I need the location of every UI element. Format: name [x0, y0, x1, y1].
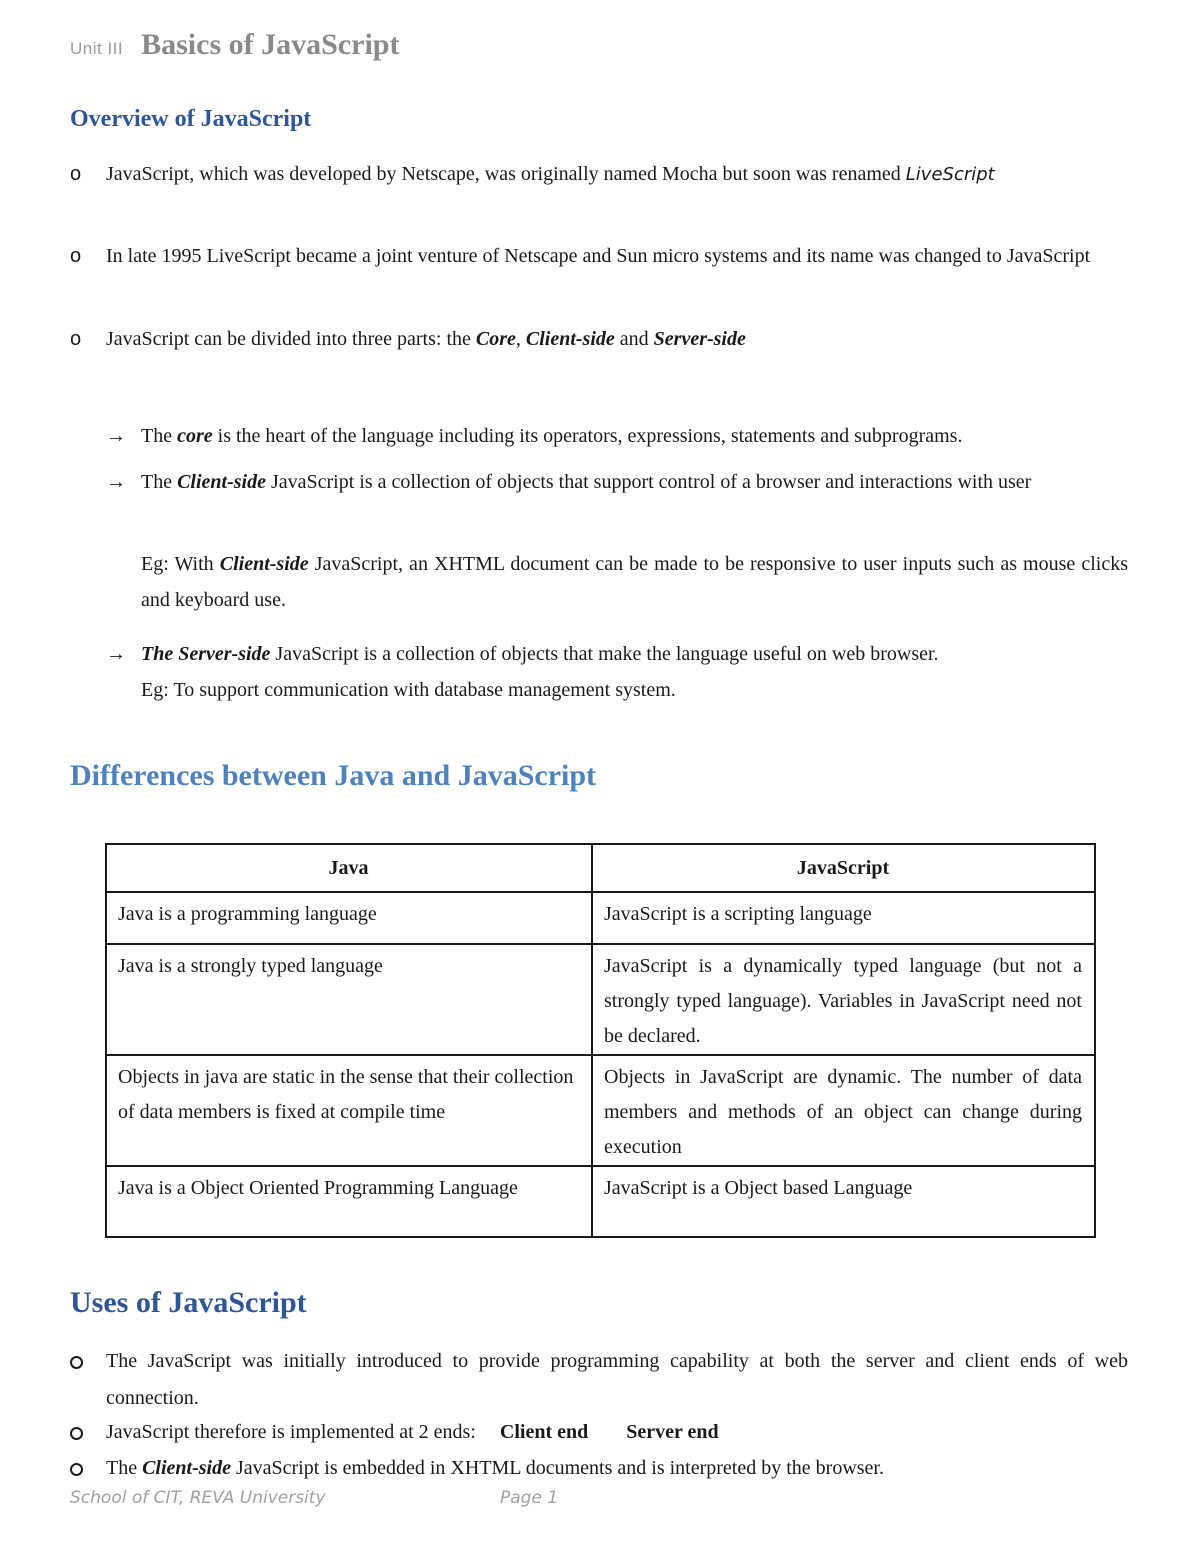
bullet-text: In late 1995 LiveScript became a joint venture of Netscape and Sun micro systems and its name was changed to JavaScript — [106, 245, 1091, 267]
arrow-icon: → — [106, 643, 126, 665]
uses-bullet-2 — [70, 1414, 1128, 1451]
column-header-java: Java — [106, 844, 592, 892]
arrow-item-server-side — [106, 636, 1128, 708]
overview-bullet-2 — [70, 238, 1128, 275]
uses-bullet-3 — [70, 1450, 1128, 1487]
bullet-marker: o — [70, 163, 82, 185]
table-row — [106, 1055, 1095, 1166]
bullet-text: The — [106, 1457, 143, 1479]
core-term: core — [177, 425, 213, 447]
table-cell: JavaScript is a dynamically typed language (but not a strongly typed language). Variables in JavaScript need not be declared. — [592, 944, 1095, 1055]
example-text: Eg: With — [141, 553, 220, 575]
table-cell: Java is a Object Oriented Programming Language — [106, 1166, 592, 1237]
client-side-term: Client-side — [177, 471, 266, 493]
bullet-text: JavaScript therefore is implemented at 2 ends: — [106, 1421, 476, 1443]
footer-institution: School of CIT, REVA University — [70, 1488, 326, 1508]
column-header-javascript: JavaScript — [592, 844, 1095, 892]
footer-page-number: Page 1 — [500, 1488, 559, 1508]
page-header — [70, 28, 399, 62]
arrow-icon: → — [106, 471, 126, 493]
table-row — [106, 892, 1095, 944]
document-title: Basics of JavaScript — [141, 28, 400, 61]
overview-heading: Overview of JavaScript — [70, 106, 312, 132]
bullet-marker: o — [70, 328, 82, 350]
differences-heading: Differences between Java and JavaScript — [70, 759, 597, 792]
example-text: Eg: To support communication with database management system. — [141, 679, 676, 701]
separator: , — [515, 328, 526, 350]
server-side-term: Server-side — [653, 328, 746, 350]
client-side-term: Client-side — [525, 328, 615, 350]
uses-heading: Uses of JavaScript — [70, 1286, 307, 1319]
table-row — [106, 944, 1095, 1055]
table-cell: JavaScript is a scripting language — [592, 892, 1095, 944]
client-side-example — [106, 546, 1128, 618]
table-cell: Java is a strongly typed language — [106, 944, 592, 1055]
client-side-term: Client-side — [142, 1457, 231, 1479]
arrow-text: The — [141, 471, 178, 493]
comparison-table — [105, 843, 1096, 1238]
table-cell: Objects in JavaScript are dynamic. The number of data members and methods of an object can change during execution — [592, 1055, 1095, 1166]
bullet-text: JavaScript can be divided into three parts: the — [106, 328, 476, 350]
bullet-text: The JavaScript was initially introduced to provide programming capability at both the server and client ends of web connection. — [106, 1350, 1128, 1409]
arrow-item-core — [106, 418, 1128, 454]
client-side-term: Client-side — [219, 553, 309, 575]
arrow-text: JavaScript is a collection of objects that support control of a browser and interactions with user — [265, 471, 1032, 493]
arrow-text: is the heart of the language including its operators, expressions, statements and subprograms. — [212, 425, 963, 447]
bullet-text: JavaScript is embedded in XHTML documents and is interpreted by the browser. — [230, 1457, 884, 1479]
table-row — [106, 1166, 1095, 1237]
client-end-label: Client end — [499, 1421, 589, 1443]
arrow-item-client-side — [106, 464, 1128, 500]
server-end-label: Server end — [626, 1421, 719, 1443]
server-side-term: The Server-side — [141, 643, 271, 665]
bullet-ring-icon — [70, 1356, 83, 1369]
uses-bullet-1 — [70, 1343, 1128, 1417]
core-term: Core — [475, 328, 516, 350]
arrow-text: JavaScript is a collection of objects that make the language useful on web browser. — [270, 643, 939, 665]
overview-bullet-1 — [70, 156, 1128, 193]
table-cell: Java is a programming language — [106, 892, 592, 944]
bullet-ring-icon — [70, 1427, 83, 1440]
unit-label: Unit III — [70, 39, 124, 58]
example-text: JavaScript, an XHTML document can be made to be responsive to user inputs such as mouse clicks and keyboard use. — [141, 553, 1128, 611]
separator: and — [614, 328, 654, 350]
table-cell: Objects in java are static in the sense that their collection of data members is fixed at compile time — [106, 1055, 592, 1166]
bullet-marker: o — [70, 245, 82, 267]
bullet-ring-icon — [70, 1463, 83, 1476]
arrow-icon: → — [106, 425, 126, 447]
bullet-text: JavaScript, which was developed by Netscape, was originally named Mocha but soon was renamed — [106, 163, 906, 185]
arrow-text: The — [141, 425, 178, 447]
table-header-row — [106, 844, 1095, 892]
overview-bullet-3 — [70, 321, 1128, 358]
livescript-term: LiveScript — [905, 164, 995, 185]
table-cell: JavaScript is a Object based Language — [592, 1166, 1095, 1237]
